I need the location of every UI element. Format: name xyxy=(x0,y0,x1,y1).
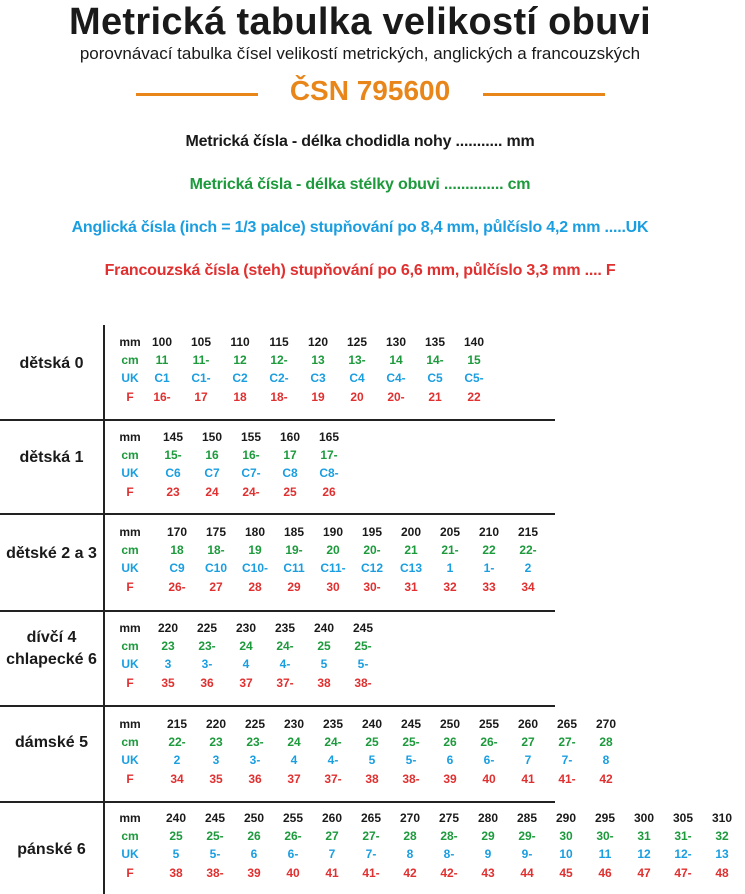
size-group-label: dětská 0 xyxy=(19,355,84,372)
size-cell-uk: 7 xyxy=(328,847,336,861)
size-cell-cm: 21- xyxy=(441,543,459,557)
size-cell-mm: 280 xyxy=(477,811,499,825)
size-cell-mm: 235 xyxy=(274,621,296,635)
size-cell-mm: 275 xyxy=(438,811,460,825)
row-label-f: F xyxy=(126,580,134,594)
size-cell-cm: 22- xyxy=(168,735,186,749)
size-cell-mm: 300 xyxy=(633,811,655,825)
size-cell-mm: 140 xyxy=(463,335,485,349)
size-cell-uk: 6 xyxy=(446,753,454,767)
size-cell-f: 36 xyxy=(200,676,214,690)
size-cell-uk: 3 xyxy=(164,657,172,671)
size-cell-cm: 22 xyxy=(482,543,496,557)
size-cell-cm: 19- xyxy=(285,543,303,557)
size-group-label: pánské 6 xyxy=(17,841,86,858)
size-cell-mm: 255 xyxy=(478,717,500,731)
size-cell-mm: 265 xyxy=(360,811,382,825)
size-cell-uk: 9 xyxy=(484,847,492,861)
size-cell-f: 48 xyxy=(715,866,729,880)
size-cell-uk: C4 xyxy=(349,371,365,385)
size-cell-f: 34 xyxy=(170,772,184,786)
size-cell-uk: 3- xyxy=(249,753,261,767)
size-cell-f: 24- xyxy=(242,485,260,499)
size-cell-uk: 4 xyxy=(242,657,250,671)
size-cell-mm: 220 xyxy=(205,717,227,731)
size-cell-cm: 24- xyxy=(276,639,294,653)
size-cell-uk: 3 xyxy=(212,753,220,767)
size-cell-uk: 5 xyxy=(368,753,376,767)
group-divider xyxy=(0,705,555,707)
size-cell-uk: C2 xyxy=(232,371,248,385)
row-label-f: F xyxy=(126,676,134,690)
size-cell-cm: 27 xyxy=(325,829,339,843)
size-cell-mm: 220 xyxy=(157,621,179,635)
size-cell-cm: 25 xyxy=(169,829,183,843)
size-cell-f: 36 xyxy=(248,772,262,786)
size-group-label: chlapecké 6 xyxy=(6,651,97,668)
size-cell-cm: 25- xyxy=(402,735,420,749)
size-cell-uk: C10 xyxy=(204,561,227,575)
size-cell-f: 38 xyxy=(365,772,379,786)
size-cell-cm: 12 xyxy=(233,353,247,367)
size-cell-cm: 28 xyxy=(403,829,417,843)
size-cell-cm: 24 xyxy=(287,735,301,749)
size-cell-mm: 145 xyxy=(162,430,184,444)
row-label-f: F xyxy=(126,390,134,404)
size-cell-cm: 23- xyxy=(198,639,216,653)
size-cell-cm: 23 xyxy=(161,639,175,653)
size-group-label: dětská 1 xyxy=(19,449,84,466)
size-cell-cm: 25 xyxy=(317,639,331,653)
size-cell-mm: 235 xyxy=(322,717,344,731)
size-cell-cm: 27 xyxy=(521,735,535,749)
size-cell-uk: C9 xyxy=(169,561,185,575)
size-cell-cm: 18- xyxy=(207,543,225,557)
size-cell-uk: 9- xyxy=(521,847,533,861)
size-cell-uk: 6- xyxy=(287,847,299,861)
size-cell-cm: 30- xyxy=(596,829,614,843)
size-cell-cm: 29- xyxy=(518,829,536,843)
row-label-f: F xyxy=(126,485,134,499)
row-label-cm: cm xyxy=(121,353,139,367)
size-cell-f: 47- xyxy=(674,866,692,880)
size-cell-uk: C7- xyxy=(241,466,261,480)
size-cell-mm: 170 xyxy=(166,525,188,539)
size-cell-f: 41- xyxy=(558,772,576,786)
size-cell-f: 34 xyxy=(521,580,535,594)
group-divider xyxy=(0,801,555,803)
size-cell-mm: 295 xyxy=(594,811,616,825)
size-cell-uk: 1 xyxy=(446,561,454,575)
size-cell-cm: 11 xyxy=(155,353,169,367)
size-cell-mm: 245 xyxy=(204,811,226,825)
size-cell-mm: 245 xyxy=(352,621,374,635)
size-cell-uk: C8- xyxy=(319,466,339,480)
size-cell-uk: 5- xyxy=(209,847,221,861)
row-label-cm: cm xyxy=(121,829,139,843)
size-cell-uk: C8 xyxy=(282,466,298,480)
size-cell-mm: 260 xyxy=(321,811,343,825)
size-cell-uk: C10- xyxy=(241,561,268,575)
size-cell-cm: 25- xyxy=(354,639,372,653)
size-cell-cm: 25 xyxy=(365,735,379,749)
size-cell-mm: 205 xyxy=(439,525,461,539)
size-cell-f: 35 xyxy=(161,676,175,690)
size-cell-uk: C11- xyxy=(320,561,346,575)
size-cell-mm: 230 xyxy=(235,621,257,635)
row-label-mm: mm xyxy=(119,430,141,444)
size-cell-f: 37- xyxy=(324,772,342,786)
size-cell-mm: 120 xyxy=(307,335,329,349)
size-cell-cm: 22- xyxy=(519,543,537,557)
size-cell-f: 45 xyxy=(559,866,573,880)
size-cell-cm: 20 xyxy=(326,543,340,557)
row-label-mm: mm xyxy=(119,717,141,731)
size-cell-mm: 225 xyxy=(244,717,266,731)
row-label-mm: mm xyxy=(119,525,141,539)
size-cell-f: 37 xyxy=(239,676,253,690)
row-label-f: F xyxy=(126,772,134,786)
size-cell-f: 46 xyxy=(598,866,612,880)
size-cell-cm: 14- xyxy=(426,353,444,367)
size-cell-cm: 23 xyxy=(209,735,223,749)
size-cell-uk: 8 xyxy=(602,753,610,767)
size-cell-uk: 7- xyxy=(365,847,377,861)
size-cell-cm: 18 xyxy=(170,543,184,557)
row-label-uk: UK xyxy=(121,466,139,480)
size-cell-f: 26- xyxy=(168,580,186,594)
size-cell-f: 38- xyxy=(402,772,420,786)
size-cell-cm: 31- xyxy=(674,829,692,843)
size-cell-mm: 110 xyxy=(230,335,250,349)
size-cell-mm: 115 xyxy=(269,335,289,349)
size-cell-mm: 290 xyxy=(555,811,577,825)
size-cell-f: 20- xyxy=(387,390,405,404)
size-cell-mm: 245 xyxy=(400,717,422,731)
size-cell-f: 24 xyxy=(205,485,219,499)
size-cell-f: 38- xyxy=(354,676,372,690)
size-cell-f: 19 xyxy=(311,390,325,404)
size-cell-cm: 24- xyxy=(324,735,342,749)
group-divider xyxy=(0,513,555,515)
size-cell-cm: 32 xyxy=(715,829,729,843)
size-cell-f: 43 xyxy=(481,866,495,880)
size-cell-mm: 265 xyxy=(556,717,578,731)
size-cell-cm: 11- xyxy=(192,353,210,367)
row-label-cm: cm xyxy=(121,735,139,749)
group-divider xyxy=(0,419,555,421)
size-cell-cm: 21 xyxy=(404,543,418,557)
size-cell-uk: 7- xyxy=(561,753,573,767)
size-cell-mm: 155 xyxy=(240,430,262,444)
size-cell-mm: 240 xyxy=(361,717,383,731)
size-cell-f: 39 xyxy=(247,866,261,880)
size-cell-f: 41- xyxy=(362,866,380,880)
size-cell-uk: 6- xyxy=(483,753,495,767)
size-cell-mm: 240 xyxy=(165,811,187,825)
size-cell-f: 30- xyxy=(363,580,381,594)
size-cell-uk: 11 xyxy=(598,847,612,861)
row-label-uk: UK xyxy=(121,371,139,385)
size-cell-uk: 5- xyxy=(357,657,369,671)
standard-right-rule xyxy=(483,93,605,96)
size-cell-f: 40 xyxy=(286,866,300,880)
size-cell-cm: 26- xyxy=(284,829,302,843)
size-cell-cm: 24 xyxy=(239,639,253,653)
size-cell-uk: 4- xyxy=(279,657,291,671)
size-cell-f: 37- xyxy=(276,676,294,690)
size-cell-uk: C1 xyxy=(154,371,170,385)
size-cell-cm: 30 xyxy=(559,829,573,843)
row-label-uk: UK xyxy=(121,753,139,767)
group-divider xyxy=(0,610,555,612)
size-cell-f: 33 xyxy=(482,580,496,594)
size-cell-f: 32 xyxy=(443,580,457,594)
size-cell-mm: 195 xyxy=(361,525,383,539)
size-cell-cm: 28- xyxy=(440,829,458,843)
size-group-label: dětské 2 a 3 xyxy=(6,545,97,562)
size-cell-uk: 4 xyxy=(290,753,298,767)
size-cell-uk: 12- xyxy=(674,847,692,861)
page-subtitle: porovnávací tabulka čísel velikostí metrických, anglických a francouzských xyxy=(79,44,641,63)
size-cell-uk: C6 xyxy=(165,466,181,480)
size-cell-cm: 26 xyxy=(247,829,261,843)
size-cell-uk: 8- xyxy=(443,847,455,861)
size-cell-mm: 190 xyxy=(322,525,344,539)
size-cell-f: 39 xyxy=(443,772,457,786)
size-cell-mm: 230 xyxy=(283,717,305,731)
size-cell-uk: 5- xyxy=(405,753,417,767)
size-cell-mm: 215 xyxy=(517,525,539,539)
size-cell-cm: 13- xyxy=(348,353,366,367)
size-cell-uk: 7 xyxy=(524,753,532,767)
size-cell-mm: 185 xyxy=(283,525,305,539)
size-cell-mm: 130 xyxy=(385,335,407,349)
size-cell-uk: 12 xyxy=(637,847,651,861)
row-label-mm: mm xyxy=(119,811,141,825)
size-cell-mm: 270 xyxy=(595,717,617,731)
size-cell-uk: 8 xyxy=(406,847,414,861)
size-cell-cm: 27- xyxy=(558,735,576,749)
size-cell-f: 35 xyxy=(209,772,223,786)
row-label-cm: cm xyxy=(121,639,139,653)
size-group-label: dámské 5 xyxy=(15,734,88,751)
row-label-f: F xyxy=(126,866,134,880)
size-cell-mm: 310 xyxy=(711,811,733,825)
page-title: Metrická tabulka velikostí obuvi xyxy=(69,1,651,43)
size-cell-f: 40 xyxy=(482,772,496,786)
size-cell-f: 28 xyxy=(248,580,262,594)
size-cell-mm: 150 xyxy=(201,430,223,444)
standard-code: ČSN 795600 xyxy=(289,75,451,106)
size-cell-f: 44 xyxy=(520,866,534,880)
size-cell-mm: 210 xyxy=(478,525,500,539)
size-cell-uk: 2 xyxy=(524,561,532,575)
row-label-uk: UK xyxy=(121,561,139,575)
size-cell-f: 31 xyxy=(404,580,418,594)
size-cell-uk: C5- xyxy=(464,371,484,385)
row-label-uk: UK xyxy=(121,657,139,671)
size-cell-f: 37 xyxy=(287,772,301,786)
size-cell-f: 42 xyxy=(599,772,613,786)
size-cell-f: 42 xyxy=(403,866,417,880)
size-cell-cm: 17- xyxy=(320,448,338,462)
size-cell-uk: C13 xyxy=(399,561,422,575)
size-cell-cm: 20- xyxy=(363,543,381,557)
size-cell-uk: C1- xyxy=(191,371,211,385)
row-label-mm: mm xyxy=(119,335,141,349)
size-cell-cm: 14 xyxy=(389,353,403,367)
size-cell-mm: 125 xyxy=(346,335,368,349)
size-cell-cm: 23- xyxy=(246,735,264,749)
size-cell-cm: 31 xyxy=(637,829,651,843)
row-label-cm: cm xyxy=(121,448,139,462)
size-cell-cm: 15- xyxy=(164,448,182,462)
size-cell-mm: 225 xyxy=(196,621,218,635)
size-cell-f: 47 xyxy=(637,866,651,880)
size-cell-uk: C2- xyxy=(269,371,289,385)
size-cell-f: 29 xyxy=(287,580,301,594)
size-cell-uk: 6 xyxy=(250,847,258,861)
size-cell-cm: 17 xyxy=(283,448,297,462)
size-cell-uk: C4- xyxy=(386,371,406,385)
size-cell-mm: 105 xyxy=(190,335,212,349)
size-cell-mm: 260 xyxy=(517,717,539,731)
size-cell-cm: 28 xyxy=(599,735,613,749)
size-cell-mm: 285 xyxy=(516,811,538,825)
size-cell-f: 18- xyxy=(270,390,288,404)
size-cell-uk: C11 xyxy=(283,561,305,575)
size-cell-cm: 12- xyxy=(270,353,288,367)
size-cell-cm: 16 xyxy=(205,448,219,462)
row-label-cm: cm xyxy=(121,543,139,557)
size-cell-mm: 180 xyxy=(244,525,266,539)
size-cell-cm: 16- xyxy=(242,448,260,462)
size-cell-mm: 270 xyxy=(399,811,421,825)
legend-f: Francouzská čísla (steh) stupňování po 6,6 mm, půlčíslo 3,3 mm .... F xyxy=(104,262,616,279)
size-cell-mm: 200 xyxy=(400,525,422,539)
size-cell-uk: C7 xyxy=(204,466,220,480)
size-cell-uk: 3- xyxy=(201,657,213,671)
size-cell-cm: 13 xyxy=(311,353,325,367)
size-cell-uk: C5 xyxy=(427,371,443,385)
size-cell-f: 23 xyxy=(166,485,180,499)
row-label-mm: mm xyxy=(119,621,141,635)
size-cell-cm: 26- xyxy=(480,735,498,749)
legend-uk: Anglická čísla (inch = 1/3 palce) stupňování po 8,4 mm, půlčíslo 4,2 mm .....UK xyxy=(71,219,649,236)
size-cell-f: 26 xyxy=(322,485,336,499)
size-cell-f: 38 xyxy=(317,676,331,690)
size-cell-f: 27 xyxy=(209,580,223,594)
size-cell-f: 38 xyxy=(169,866,183,880)
size-cell-f: 17 xyxy=(194,390,208,404)
size-cell-mm: 175 xyxy=(205,525,227,539)
size-cell-uk: 10 xyxy=(559,847,573,861)
size-cell-f: 42- xyxy=(440,866,458,880)
size-cell-cm: 27- xyxy=(362,829,380,843)
size-cell-uk: 5 xyxy=(320,657,328,671)
size-cell-f: 20 xyxy=(350,390,364,404)
size-cell-uk: 2 xyxy=(173,753,181,767)
size-cell-f: 18 xyxy=(233,390,247,404)
row-label-uk: UK xyxy=(121,847,139,861)
size-cell-cm: 29 xyxy=(481,829,495,843)
size-cell-f: 21 xyxy=(428,390,442,404)
size-cell-uk: C3 xyxy=(310,371,326,385)
size-cell-f: 16- xyxy=(153,390,171,404)
size-cell-uk: 13 xyxy=(715,847,729,861)
size-cell-mm: 240 xyxy=(313,621,335,635)
size-cell-mm: 215 xyxy=(166,717,188,731)
size-cell-mm: 250 xyxy=(243,811,265,825)
size-cell-cm: 26 xyxy=(443,735,457,749)
size-cell-mm: 165 xyxy=(318,430,340,444)
size-cell-mm: 305 xyxy=(672,811,694,825)
size-cell-f: 25 xyxy=(283,485,297,499)
size-cell-mm: 100 xyxy=(151,335,173,349)
size-cell-mm: 135 xyxy=(424,335,446,349)
standard-left-rule xyxy=(136,93,258,96)
size-cell-f: 41 xyxy=(325,866,339,880)
size-cell-mm: 250 xyxy=(439,717,461,731)
size-cell-cm: 15 xyxy=(467,353,481,367)
size-cell-uk: 4- xyxy=(327,753,339,767)
size-cell-f: 38- xyxy=(206,866,224,880)
size-cell-cm: 25- xyxy=(206,829,224,843)
size-cell-mm: 160 xyxy=(279,430,301,444)
size-cell-uk: 5 xyxy=(172,847,180,861)
size-cell-uk: 1- xyxy=(483,561,495,575)
size-cell-uk: C12 xyxy=(360,561,383,575)
size-cell-mm: 255 xyxy=(282,811,304,825)
size-cell-f: 30 xyxy=(326,580,340,594)
size-cell-f: 22 xyxy=(467,390,481,404)
legend-mm: Metrická čísla - délka chodidla nohy ........... mm xyxy=(185,133,535,150)
size-cell-f: 41 xyxy=(521,772,535,786)
size-group-label: dívčí 4 xyxy=(26,629,77,646)
legend-cm: Metrická čísla - délka stélky obuvi .............. cm xyxy=(189,176,531,193)
size-cell-cm: 19 xyxy=(248,543,262,557)
